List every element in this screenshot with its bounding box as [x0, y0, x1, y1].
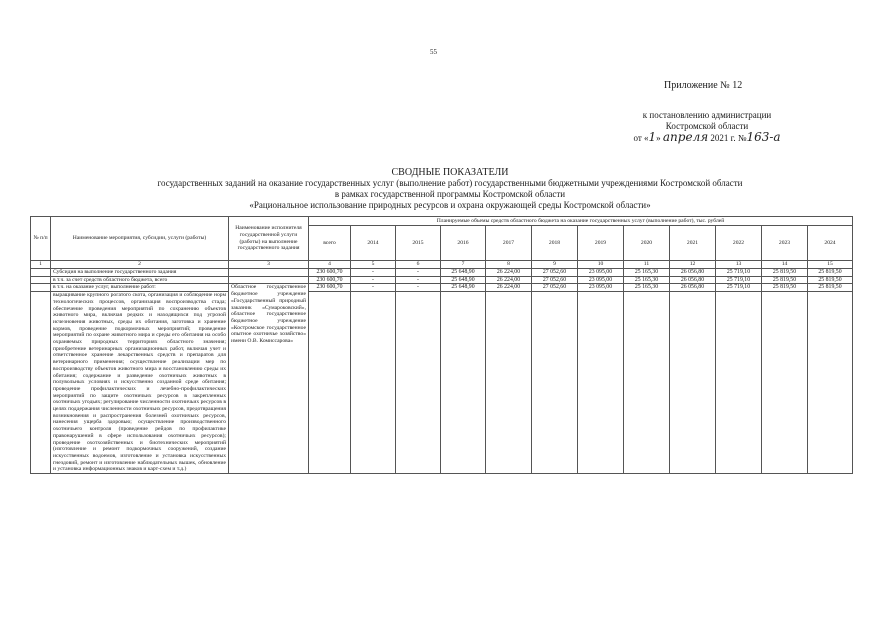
header-year: 2014	[351, 226, 396, 261]
value-cell: 26 056,80	[670, 276, 716, 284]
index-cell: 6	[396, 261, 441, 269]
decree-month: апреля	[662, 130, 709, 144]
value-cell: 230 600,70	[309, 269, 351, 277]
decree-quote-close: »	[656, 133, 661, 143]
table-row	[31, 292, 853, 474]
index-cell: 14	[762, 261, 808, 269]
header-year: 2019	[578, 226, 624, 261]
value-cell: -	[351, 269, 396, 277]
header-year: 2020	[624, 226, 670, 261]
row-name: в т.ч. за счет средств областного бюджета, всего	[51, 276, 229, 284]
index-cell: 10	[578, 261, 624, 269]
decree-reference	[612, 110, 802, 144]
table-row	[31, 269, 853, 277]
header-year: 2018	[532, 226, 578, 261]
value-cell	[762, 292, 808, 474]
index-cell: 15	[808, 261, 853, 269]
header-year: 2015	[396, 226, 441, 261]
header-year: 2021	[670, 226, 716, 261]
header-year: всего	[309, 226, 351, 261]
value-cell: 25 719,10	[716, 269, 762, 277]
value-cell: -	[396, 284, 441, 292]
value-cell: 25 165,30	[624, 284, 670, 292]
header-executor: Наименование исполнителя государственной услуги (работы) на выполнение государственного задания	[229, 217, 309, 261]
index-cell: 8	[486, 261, 532, 269]
value-cell: 25 819,50	[762, 284, 808, 292]
decree-number: 163-а	[746, 130, 781, 144]
decree-from: от	[633, 133, 642, 143]
row-executor	[229, 276, 309, 284]
value-cell: -	[351, 276, 396, 284]
value-cell: 25 819,50	[808, 284, 853, 292]
value-cell: -	[396, 269, 441, 277]
index-cell: 11	[624, 261, 670, 269]
value-cell	[309, 292, 351, 474]
header-year: 2016	[441, 226, 486, 261]
value-cell: 25 819,50	[808, 269, 853, 277]
value-cell: 26 056,80	[670, 284, 716, 292]
index-cell: 4	[309, 261, 351, 269]
title-line-3: в рамках государственной программы Костромской области	[334, 189, 566, 199]
index-cell: 5	[351, 261, 396, 269]
header-name: Наименование мероприятия, субсидии, услуги (работы)	[51, 217, 229, 261]
header-planned: Планируемые объемы средств областного бюджета на оказание государственных услуг (выполнение работ), тыс. рублей	[309, 217, 853, 226]
value-cell	[351, 292, 396, 474]
row-executor	[229, 269, 309, 277]
index-cell: 1	[31, 261, 51, 269]
value-cell: 25 648,90	[441, 269, 486, 277]
row-name: выращивание крупного рогатого скота, организация и соблюдение норм технологических процессов, организация воспроизводства стада; обеспечение проведения мероприятий по сохранению объектов животного мира, включая редких и находящихся под угрозой исчезновения животных, среды их обитания, заготовка и хранение кормов, проведение подкормочных мероприятий; проведение мероприятий по охране животного мира и среды его обитания на особо охраняемых природных территориях областного значения; приобретение ветеринарных организационных работ, включая учет и ответственное хранение лекарственных средств и препаратов для ветеринарного применения; осуществление реализации мер по воспроизводству объектов животного мира и восстановлению среды их обитания; содержание и разведение охотничьих животных в полувольных условиях и искусственно созданной среде обитания; проведение профилактических и лечебно-профилактических мероприятий по защите охотничьих ресурсов в закрепленных охотничьих угодьях; регулирование численности охотничьих ресурсов в целях поддержания численности охотничьих ресурсов, предотвращения возникновения и распространения болезней охотничьих ресурсов, нанесения ущерба здоровью; осуществление производственного охотничьего контроля (проведение рейдов по профилактике правонарушений в сфере использования охотничьих ресурсов); проведение охотхозяйственных и биотехнических мероприятий (изготовление и ремонт подкормочных сооружений, создание искусственных водоемов, изготовление и установка искусственных гнездовий, ремонт и изготовление наблюдательных вышек, обновление и установка информационных знаков и карт-схем и т.д.)	[51, 292, 229, 474]
value-cell: -	[351, 284, 396, 292]
index-cell: 3	[229, 261, 309, 269]
value-cell	[624, 292, 670, 474]
table-row	[31, 284, 853, 292]
header-year: 2017	[486, 226, 532, 261]
index-cell: 9	[532, 261, 578, 269]
index-cell: 7	[441, 261, 486, 269]
row-executor: Областное государственное бюджетное учреждение «Государственный природный заказник «Сумароковский», областное государственное бюджетное учреждение «Костромское государственное опытное охотничье хозяйство» имени О.В. Комиссарова»	[229, 284, 309, 474]
title-main: СВОДНЫЕ ПОКАЗАТЕЛИ	[391, 167, 509, 178]
row-num	[31, 284, 51, 292]
value-cell	[670, 292, 716, 474]
header-num: № п/п	[31, 217, 51, 261]
decree-quote-open: «	[644, 133, 649, 143]
appendix-label: Приложение № 12	[664, 80, 743, 91]
value-cell	[396, 292, 441, 474]
row-name: в т.ч. на оказание услуг, выполнение работ:	[51, 284, 229, 292]
title-line-4: «Рациональное использование природных ресурсов и охрана окружающей среды Костромской области»	[249, 200, 651, 210]
value-cell: 25 165,30	[624, 276, 670, 284]
value-cell	[532, 292, 578, 474]
decree-line-2: Костромской области	[665, 121, 749, 131]
value-cell: 27 052,60	[532, 276, 578, 284]
page-number: 55	[430, 48, 437, 56]
document-title	[60, 167, 840, 211]
decree-day: 1	[648, 130, 657, 144]
decree-line-1: к постановлению администрации	[642, 110, 772, 120]
value-cell: 27 052,60	[532, 269, 578, 277]
value-cell	[808, 292, 853, 474]
value-cell: 23 095,00	[578, 276, 624, 284]
summary-table	[30, 216, 853, 474]
header-year: 2022	[716, 226, 762, 261]
value-cell: 27 052,60	[532, 284, 578, 292]
value-cell: 25 819,50	[808, 276, 853, 284]
table-row	[31, 276, 853, 284]
value-cell: 23 095,00	[578, 269, 624, 277]
value-cell: 26 224,00	[486, 284, 532, 292]
value-cell: 230 600,70	[309, 276, 351, 284]
value-cell	[578, 292, 624, 474]
value-cell: -	[396, 276, 441, 284]
decree-line-3	[612, 132, 802, 144]
index-cell: 2	[51, 261, 229, 269]
value-cell: 25 648,90	[441, 276, 486, 284]
value-cell: 26 224,00	[486, 269, 532, 277]
row-num	[31, 292, 51, 474]
header-year: 2024	[808, 226, 853, 261]
title-line-2: государственных заданий на оказание государственных услуг (выполнение работ) государственными бюджетными учреждениями Костромской области	[157, 178, 743, 188]
row-name: Субсидия на выполнение государственного задания	[51, 269, 229, 277]
value-cell: 26 224,00	[486, 276, 532, 284]
value-cell: 25 648,90	[441, 284, 486, 292]
value-cell: 230 600,70	[309, 284, 351, 292]
value-cell: 25 719,10	[716, 276, 762, 284]
value-cell: 25 819,50	[762, 276, 808, 284]
index-cell: 13	[716, 261, 762, 269]
value-cell	[486, 292, 532, 474]
value-cell: 25 165,30	[624, 269, 670, 277]
row-num	[31, 276, 51, 284]
value-cell	[716, 292, 762, 474]
value-cell: 26 056,80	[670, 269, 716, 277]
value-cell	[441, 292, 486, 474]
row-num	[31, 269, 51, 277]
value-cell: 25 819,50	[762, 269, 808, 277]
decree-year: 2021 г. №	[710, 133, 747, 143]
value-cell: 23 095,00	[578, 284, 624, 292]
index-cell: 12	[670, 261, 716, 269]
value-cell: 25 719,10	[716, 284, 762, 292]
index-row	[31, 261, 853, 269]
header-year: 2023	[762, 226, 808, 261]
